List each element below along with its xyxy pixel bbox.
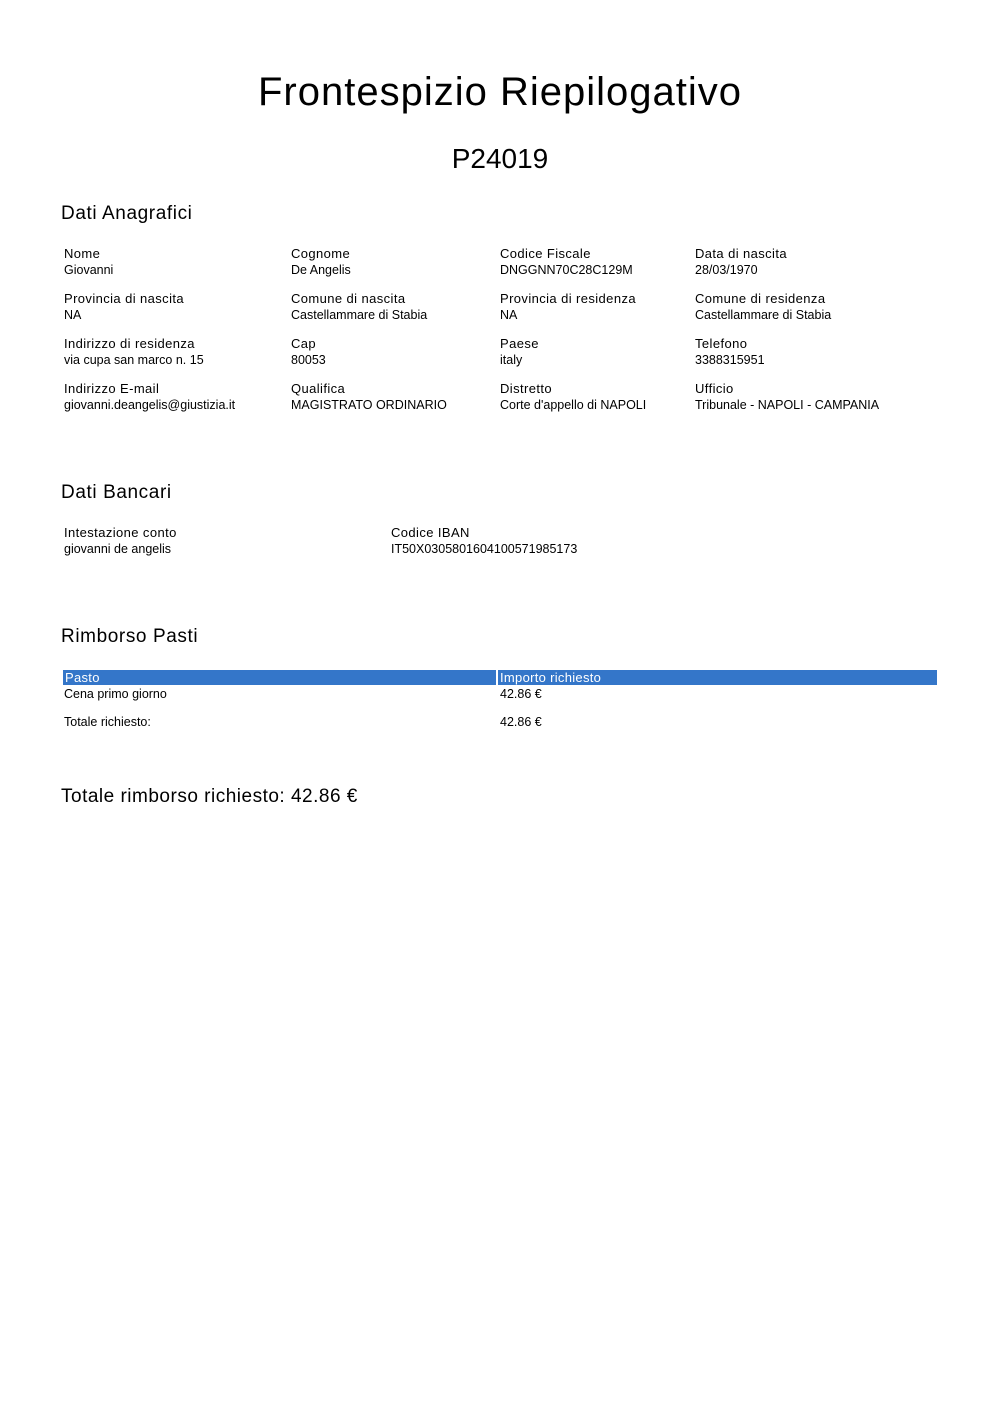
field-label: Distretto — [500, 381, 553, 396]
field-label: Nome — [64, 246, 101, 261]
field-comune-residenza — [695, 291, 831, 324]
field-distretto — [500, 381, 646, 414]
field-value: 80053 — [291, 353, 326, 367]
section-heading-anagrafici: Dati Anagrafici — [61, 203, 193, 224]
table-cell-pasto: Cena primo giorno — [64, 687, 167, 701]
field-cognome — [291, 246, 351, 279]
field-label: Codice Fiscale — [500, 246, 591, 261]
field-indirizzo-residenza — [64, 336, 204, 369]
field-label: Comune di residenza — [695, 291, 826, 306]
field-value: De Angelis — [291, 263, 351, 277]
table-header-importo: Importo richiesto — [498, 670, 937, 685]
page-title: Frontespizio Riepilogativo — [257, 70, 742, 114]
field-label: Cap — [291, 336, 317, 351]
field-value: Corte d'appello di NAPOLI — [500, 398, 647, 412]
table-total-label: Totale richiesto: — [64, 715, 151, 729]
field-value: NA — [500, 308, 518, 322]
field-paese — [500, 336, 539, 369]
field-value: DNGGNN70C28C129M — [500, 263, 633, 277]
field-value: MAGISTRATO ORDINARIO — [291, 398, 447, 412]
field-label: Data di nascita — [695, 246, 787, 261]
section-heading-bancari: Dati Bancari — [61, 482, 172, 503]
table-cell-importo: 42.86 € — [500, 687, 542, 701]
grand-total — [61, 786, 358, 808]
field-value: 3388315951 — [695, 353, 765, 367]
field-label: Comune di nascita — [291, 291, 406, 306]
field-provincia-residenza — [500, 291, 636, 324]
field-value: Giovanni — [64, 263, 114, 277]
field-label: Paese — [500, 336, 539, 351]
grand-total-value: 42.86 € — [290, 786, 358, 807]
field-ufficio — [695, 381, 879, 414]
field-value: via cupa san marco n. 15 — [64, 353, 204, 367]
field-value: 28/03/1970 — [695, 263, 758, 277]
field-value: Castellammare di Stabia — [695, 308, 832, 322]
field-provincia-nascita — [64, 291, 184, 324]
field-data-nascita — [695, 246, 787, 279]
field-label: Qualifica — [291, 381, 346, 396]
field-cap — [291, 336, 326, 369]
field-value: italy — [500, 353, 523, 367]
field-label: Telefono — [695, 336, 748, 351]
field-value: IT50X0305801604100571985173 — [391, 542, 578, 556]
field-label: Cognome — [291, 246, 351, 261]
field-value: giovanni.deangelis@giustizia.it — [64, 398, 236, 412]
document-code: P24019 — [451, 143, 549, 174]
field-label: Codice IBAN — [391, 525, 470, 540]
section-heading-pasti: Rimborso Pasti — [61, 626, 199, 647]
grand-total-label: Totale rimborso richiesto: — [61, 786, 286, 807]
field-telefono — [695, 336, 765, 369]
field-email — [64, 381, 235, 414]
field-label: Ufficio — [695, 381, 734, 396]
field-value: NA — [64, 308, 82, 322]
table-header-pasto: Pasto — [63, 670, 496, 685]
field-codice-iban — [391, 525, 577, 558]
field-qualifica — [291, 381, 447, 414]
field-intestazione-conto — [64, 525, 177, 558]
field-codice-fiscale — [500, 246, 633, 279]
field-comune-nascita — [291, 291, 427, 324]
field-label: Provincia di nascita — [64, 291, 184, 306]
field-label: Intestazione conto — [64, 525, 177, 540]
field-label: Indirizzo di residenza — [64, 336, 195, 351]
table-total-value: 42.86 € — [500, 715, 542, 729]
field-value: Tribunale - NAPOLI - CAMPANIA — [695, 398, 880, 412]
field-nome — [64, 246, 113, 279]
field-value: Castellammare di Stabia — [291, 308, 428, 322]
field-label: Indirizzo E-mail — [64, 381, 160, 396]
field-value: giovanni de angelis — [64, 542, 172, 556]
field-label: Provincia di residenza — [500, 291, 636, 306]
